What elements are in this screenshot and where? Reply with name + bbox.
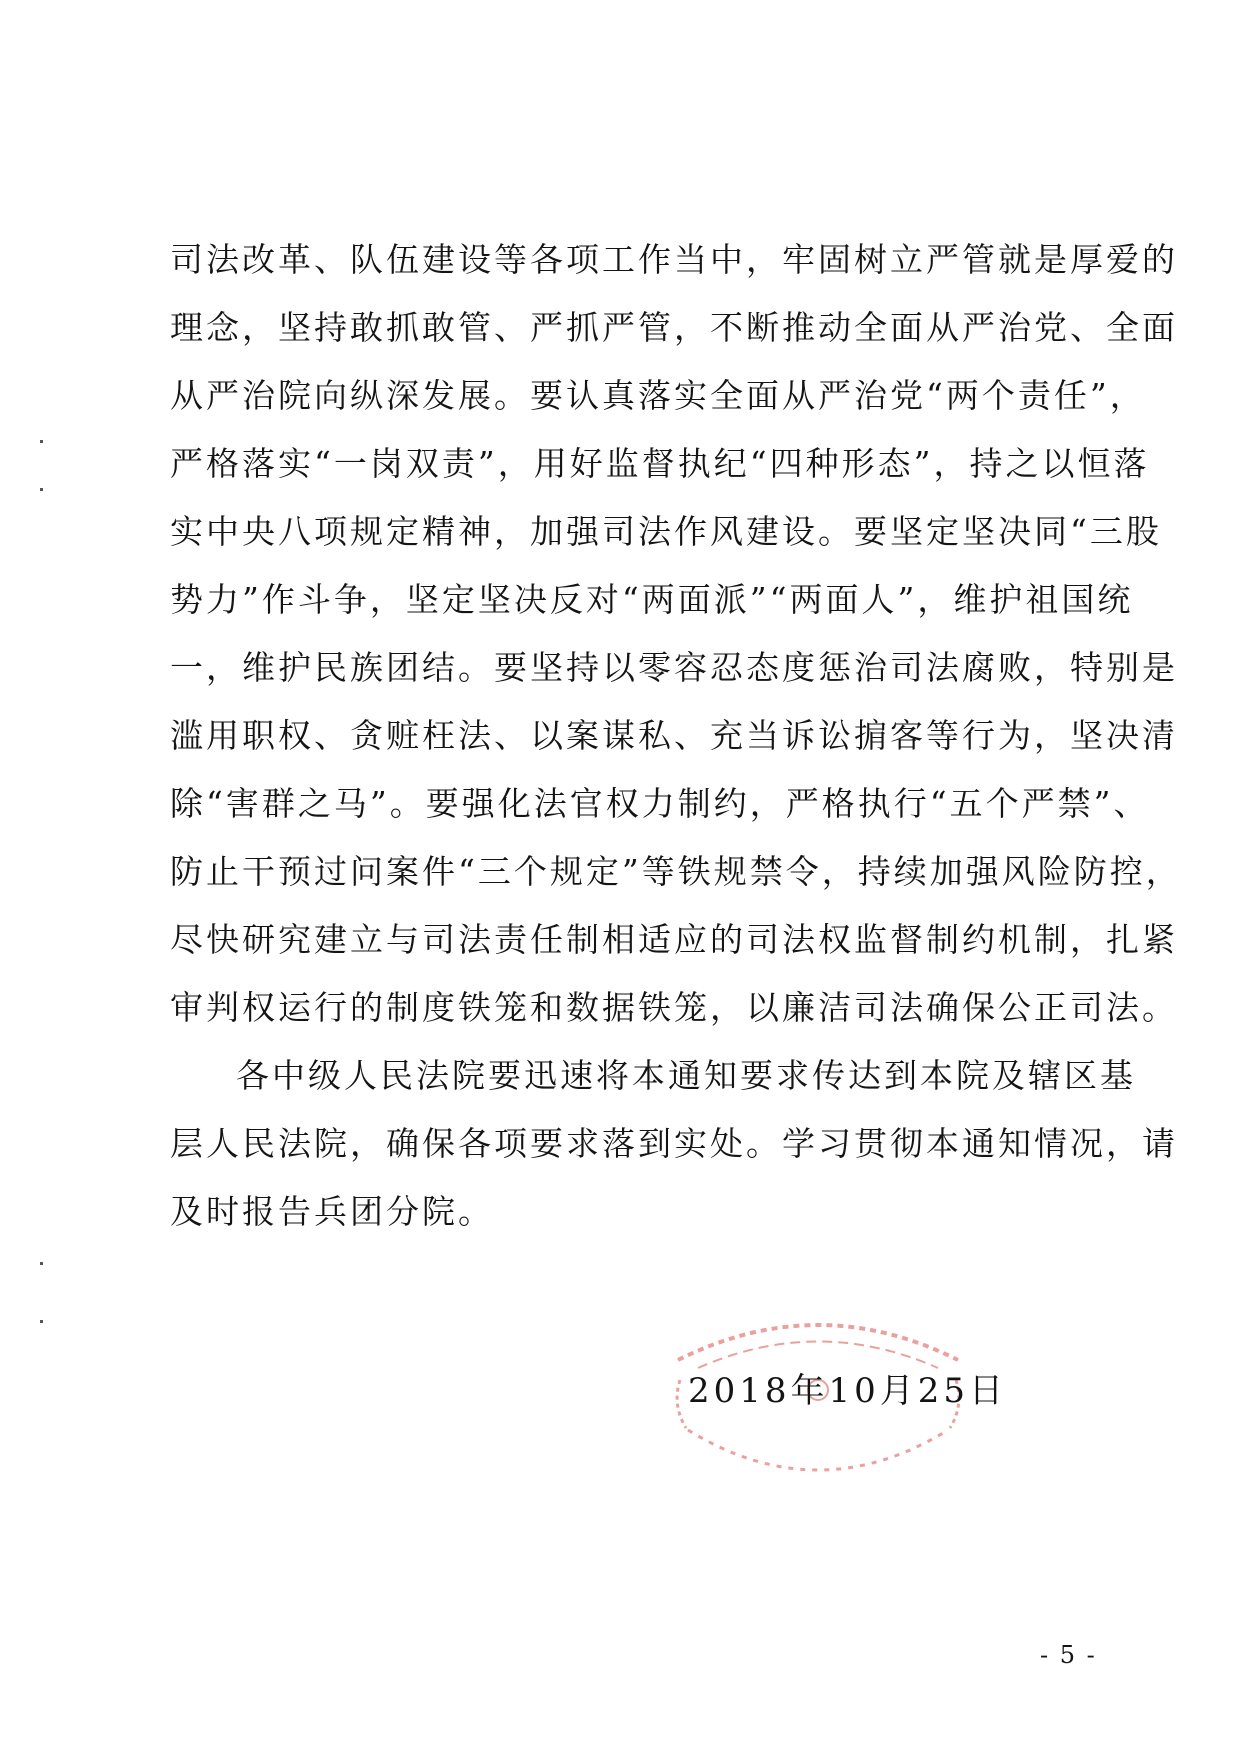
scan-speck — [40, 1262, 43, 1265]
body-line: 滥用职权、贪赃枉法、以案谋私、充当诉讼掮客等行为，坚决清 — [170, 716, 1178, 755]
body-line: 势力”作斗争，坚定坚决反对“两面派”“两面人”，维护祖国统 — [170, 580, 1134, 619]
body-line: 一，维护民族团结。要坚持以零容忍态度惩治司法腐败，特别是 — [170, 648, 1178, 687]
scan-speck — [40, 1320, 43, 1323]
body-line: 及时报告兵团分院。 — [170, 1192, 494, 1231]
body-line: 尽快研究建立与司法责任制相适应的司法权监督制约机制，扎紧 — [170, 920, 1178, 959]
body-line: 除“害群之马”。要强化法官权力制约，严格执行“五个严禁”、 — [170, 784, 1150, 823]
body-line: 防止干预过问案件“三个规定”等铁规禁令，持续加强风险防控， — [170, 852, 1182, 891]
page-number: - 5 - — [1040, 1641, 1097, 1669]
scan-speck — [40, 440, 43, 443]
body-line: 层人民法院，确保各项要求落到实处。学习贯彻本通知情况，请 — [170, 1124, 1178, 1163]
body-line: 审判权运行的制度铁笼和数据铁笼，以廉洁司法确保公正司法。 — [170, 988, 1178, 1027]
issue-date: 2018年10月25日 — [688, 1371, 1008, 1411]
body-line: 理念，坚持敢抓敢管、严抓严管，不断推动全面从严治党、全面 — [170, 308, 1178, 347]
paragraph-start-line: 各中级人民法院要迅速将本通知要求传达到本院及辖区基 — [236, 1056, 1136, 1095]
body-line: 严格落实“一岗双责”，用好监督执纪“四种形态”，持之以恒落 — [170, 444, 1150, 483]
body-line: 从严治院向纵深发展。要认真落实全面从严治党“两个责任”， — [170, 376, 1146, 415]
body-line: 司法改革、队伍建设等各项工作当中，牢固树立严管就是厚爱的 — [170, 240, 1178, 279]
body-line: 实中央八项规定精神，加强司法作风建设。要坚定坚决同“三股 — [170, 512, 1162, 551]
scan-speck — [40, 488, 43, 491]
